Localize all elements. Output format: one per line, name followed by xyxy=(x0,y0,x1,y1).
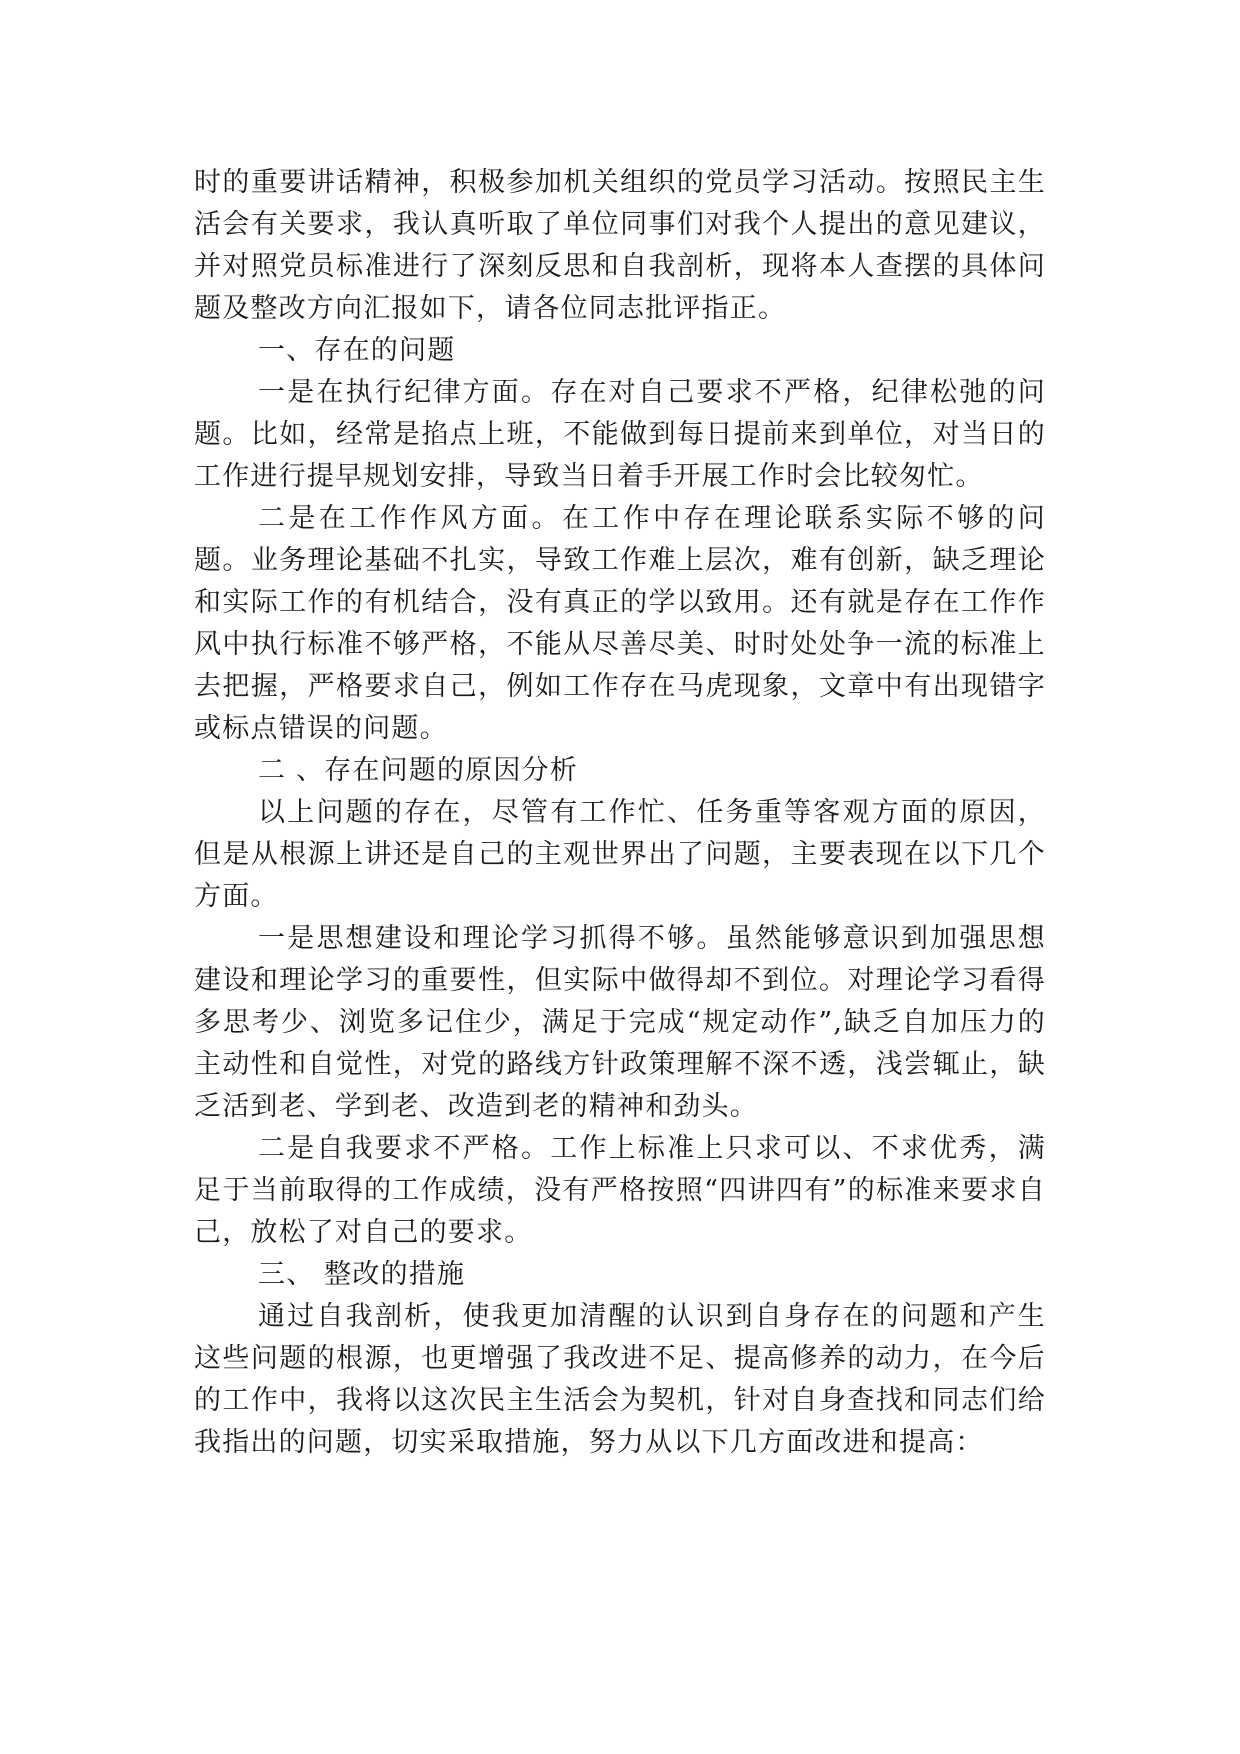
heading-cause-analysis: 二 、存在问题的原因分析 xyxy=(258,755,578,786)
paragraph-rectification-intro: 通过自我剖析，使我更加清醒的认识到自身存在的问题和产生这些问题的根源，也更增强了我改进不足、提高修养的动力，在今后的工作中，我将以这次民主生活会为契机，针对自身查找和同志们给我指出的问题，切实采取措施，努力从以下几方面改进和提高： xyxy=(194,1301,1046,1458)
paragraph-discipline: 一是在执行纪律方面。存在对自己要求不严格，纪律松弛的问题。比如，经常是掐点上班，不能做到每日提前来到单位，对当日的工作进行提早规划安排，导致当日着手开展工作时会比较匆忙。 xyxy=(194,377,1046,492)
paragraph-cause-intro: 以上问题的存在，尽管有工作忙、任务重等客观方面的原因，但是从根源上讲还是自己的主观世界出了问题，主要表现在以下几个方面。 xyxy=(194,797,1046,912)
paragraph-theory-study: 一是思想建设和理论学习抓得不够。虽然能够意识到加强思想建设和理论学习的重要性，但实际中做得却不到位。对理论学习看得多思考少、浏览多记住少，满足于完成“规定动作”,缺乏自加压力的主动性和自觉性，对党的路线方针政策理解不深不透，浅尝辄止，缺乏活到老、学到老、改造到老的精神和劲头。 xyxy=(194,923,1046,1122)
heading-rectification-measures: 三、 整改的措施 xyxy=(258,1259,466,1290)
document-body xyxy=(194,162,1046,1464)
paragraph-work-style: 二是在工作作风方面。在工作中存在理论联系实际不够的问题。业务理论基础不扎实，导致工作难上层次，难有创新，缺乏理论和实际工作的有机结合，没有真正的学以致用。还有就是存在工作作风中执行标准不够严格，不能从尽善尽美、时时处处争一流的标准上去把握，严格要求自己，例如工作存在马虎现象，文章中有出现错字或标点错误的问题。 xyxy=(194,503,1046,744)
paragraph-self-requirement: 二是自我要求不严格。工作上标准上只求可以、不求优秀，满足于当前取得的工作成绩，没有严格按照“四讲四有”的标准来要求自己，放松了对自己的要求。 xyxy=(194,1133,1046,1248)
paragraph-intro-continued: 时的重要讲话精神，积极参加机关组织的党员学习活动。按照民主生活会有关要求，我认真听取了单位同事们对我个人提出的意见建议，并对照党员标准进行了深刻反思和自我剖析，现将本人查摆的具体问题及整改方向汇报如下，请各位同志批评指正。 xyxy=(194,167,1046,324)
heading-existing-problems: 一、存在的问题 xyxy=(258,335,456,366)
